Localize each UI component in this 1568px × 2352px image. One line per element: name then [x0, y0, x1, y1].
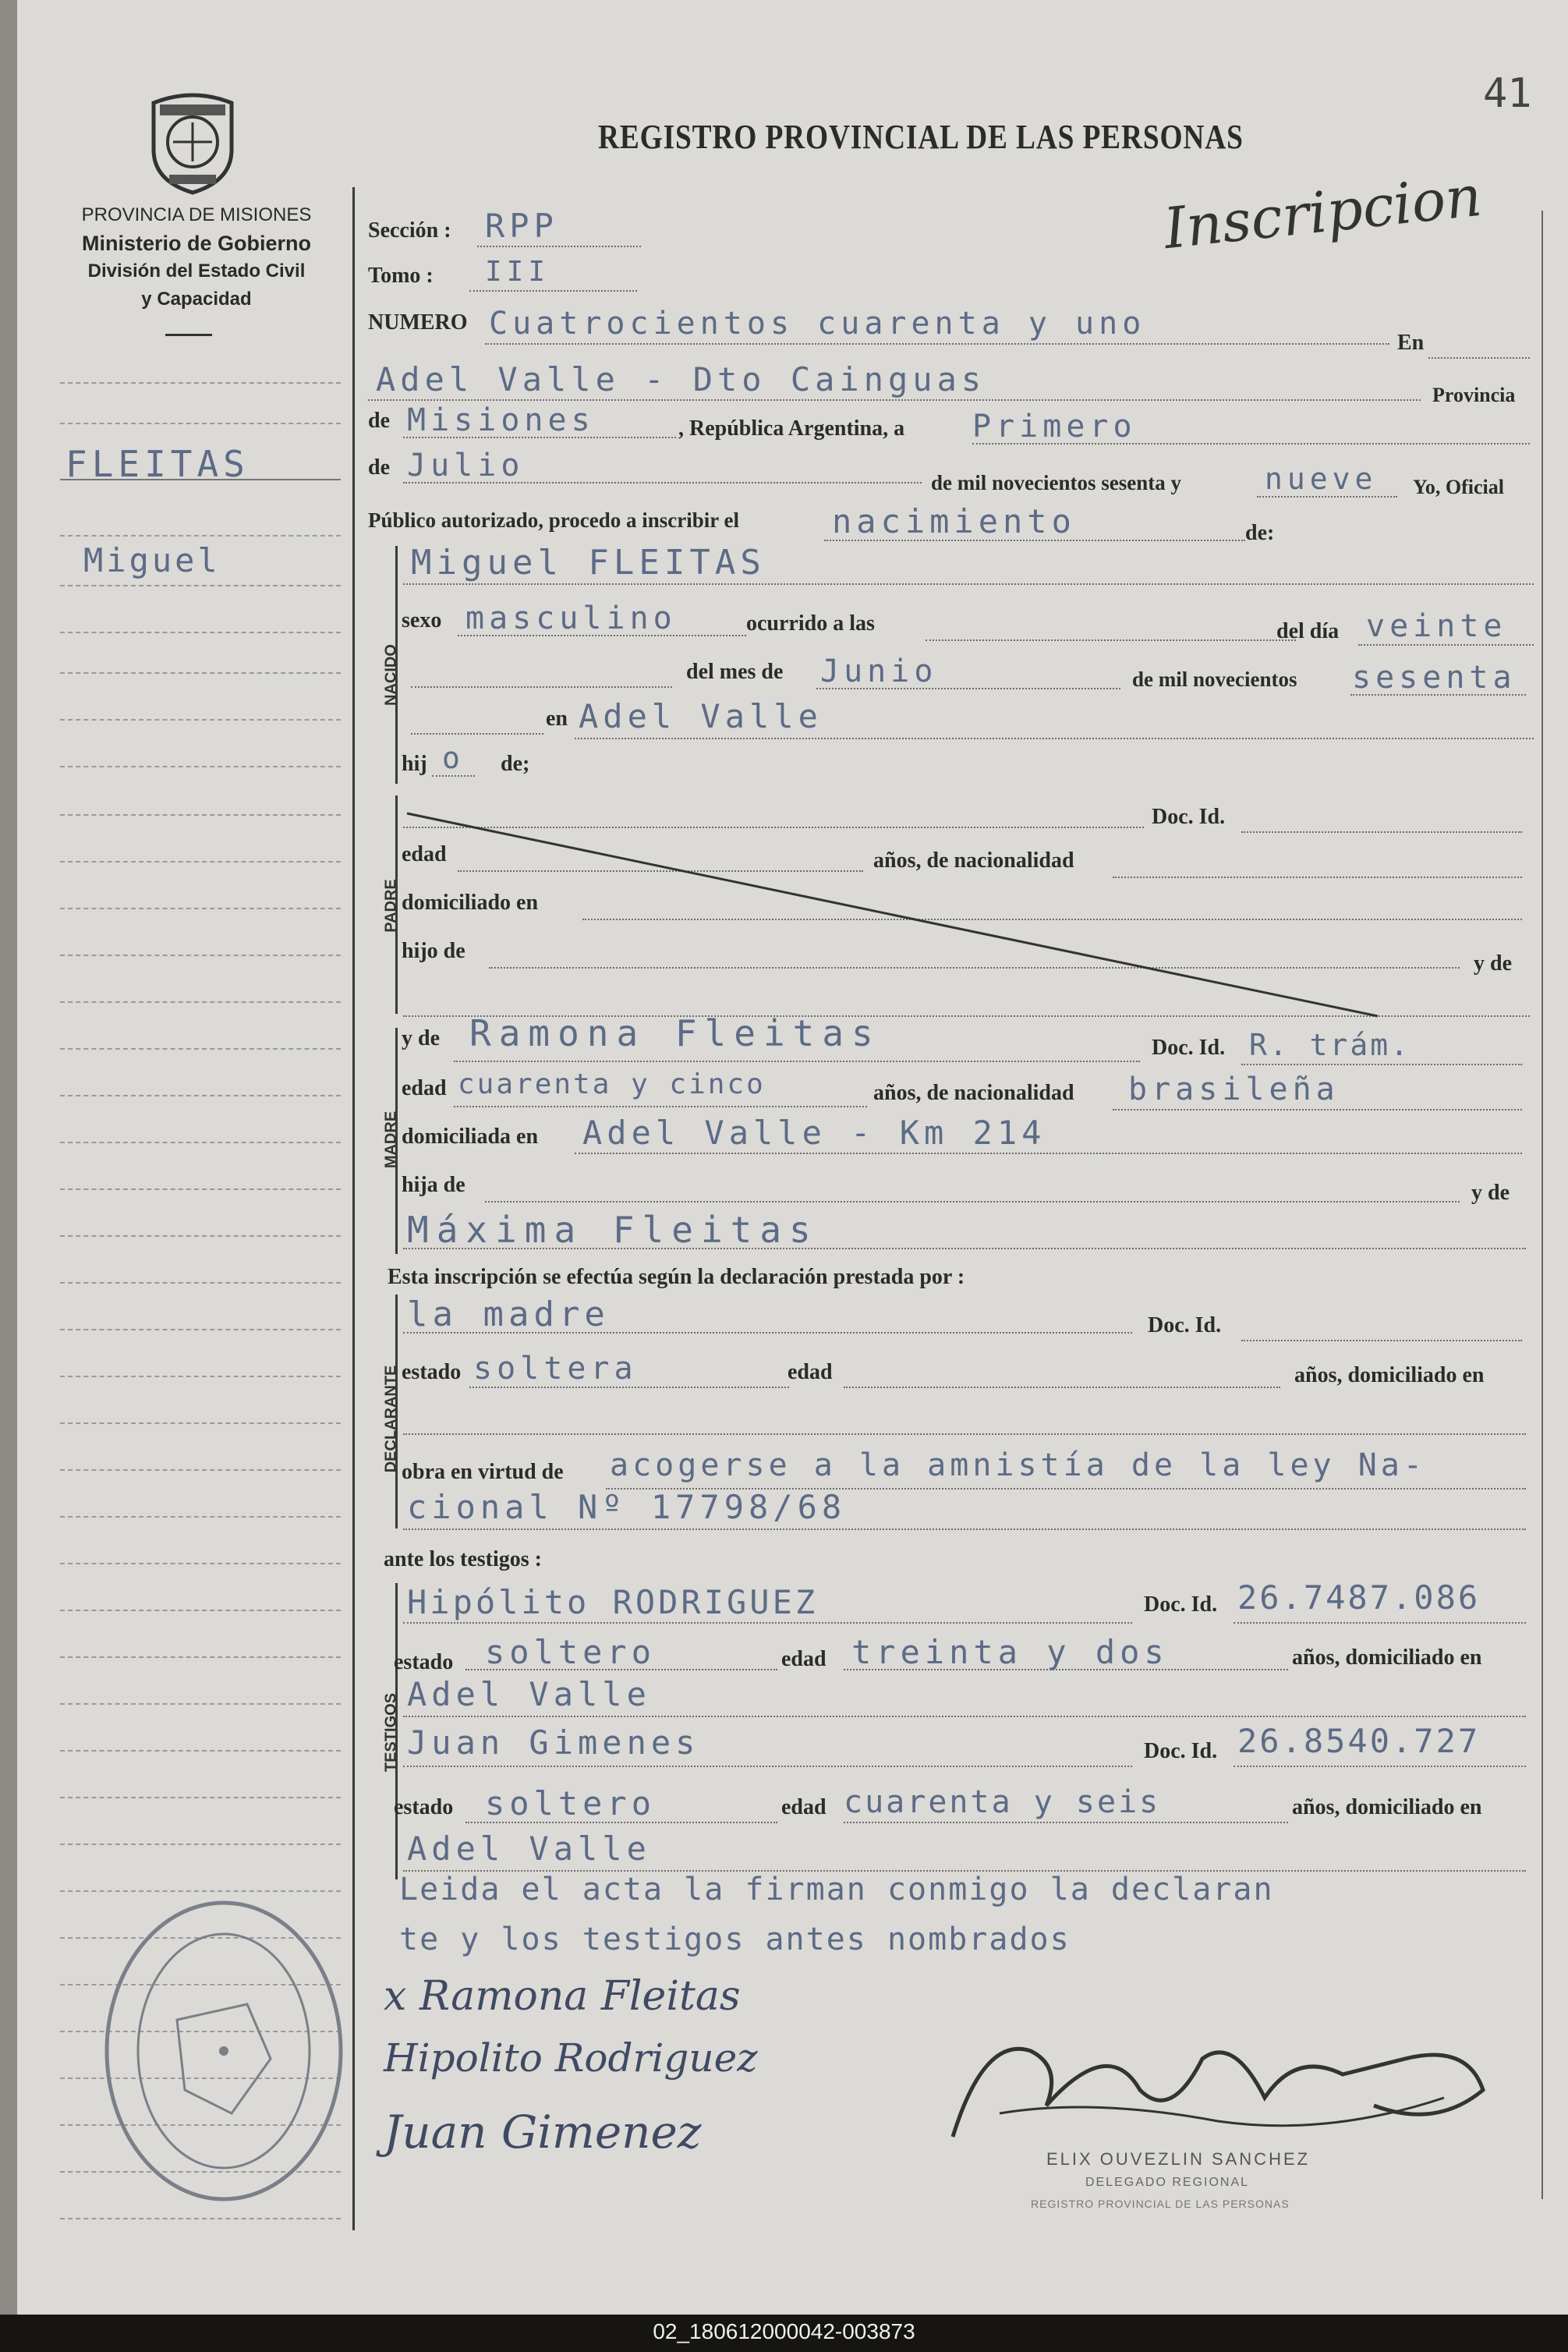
- mil-sesenta-label: de mil novecientos sesenta y: [931, 471, 1181, 494]
- de-colon-label: de:: [1245, 521, 1275, 545]
- testigo1-edad-value: treinta y dos: [851, 1633, 1169, 1671]
- madre-edad-value: cuarenta y cinco: [458, 1068, 766, 1100]
- testigo1-value: Hipólito RODRIGUEZ: [407, 1583, 819, 1621]
- testigo2-doc-value: 26.8540.727: [1237, 1722, 1481, 1760]
- testigo2-doc-label: Doc. Id.: [1144, 1739, 1218, 1763]
- oficial-role: DELEGADO REGIONAL: [1085, 2176, 1250, 2189]
- seccion-value: RPP: [485, 207, 558, 245]
- left-header-province: PROVINCIA DE MISIONES: [81, 204, 312, 225]
- testigo2-edad-label: edad: [781, 1795, 826, 1819]
- cierre-line-2: te y los testigos antes nombrados: [399, 1922, 1071, 1957]
- page-title: REGISTRO PROVINCIAL DE LAS PERSONAS: [598, 118, 1244, 156]
- sexo-value: masculino: [465, 600, 677, 636]
- ante-testigos-label: ante los testigos :: [384, 1547, 542, 1571]
- padre-strikeout-line: [403, 809, 1386, 1020]
- declarante-doc-label: Doc. Id.: [1148, 1313, 1222, 1337]
- margin-surname: FLEITAS: [65, 443, 250, 485]
- publico-label: Público autorizado, procedo a inscribir el: [368, 508, 739, 532]
- signature-testigo1: Hipolito Rodriguez: [384, 2035, 758, 2081]
- hij-label: hij: [402, 752, 427, 776]
- anio-nac-value: sesenta: [1352, 660, 1517, 696]
- del-mes-label: del mes de: [686, 660, 784, 684]
- dia-value: veinte: [1366, 608, 1507, 644]
- fecha-mes-value: Julio: [407, 448, 525, 484]
- cierre-line-1: Leida el acta la firman conmigo la declaran: [399, 1872, 1274, 1907]
- declarante-value: la madre: [407, 1295, 610, 1334]
- lugar-value: Adel Valle - Dto Cainguas: [376, 360, 986, 398]
- madre-y-de-2-label: y de: [1471, 1181, 1510, 1205]
- declarante-estado-label: estado: [402, 1360, 462, 1384]
- anio-value: nueve: [1265, 462, 1378, 496]
- declarante-edad-label: edad: [788, 1360, 833, 1384]
- mes-value: Junio: [820, 654, 938, 689]
- page-number: 41: [1483, 70, 1532, 117]
- testigo2-anos-label: años, domiciliado en: [1292, 1795, 1482, 1819]
- nacido-label: NACIDO: [382, 644, 400, 706]
- testigo1-estado-value: soltero: [485, 1633, 657, 1671]
- numero-label: NUMERO: [368, 310, 468, 335]
- provincia-label: Provincia: [1432, 384, 1516, 406]
- madre-dom-label: domiciliada en: [402, 1125, 539, 1149]
- padre-hijo-label: hijo de: [402, 939, 465, 963]
- madre-edad-label: edad: [402, 1076, 447, 1100]
- testigo2-edad-value: cuarenta y seis: [844, 1784, 1161, 1820]
- testigo1-doc-label: Doc. Id.: [1144, 1592, 1218, 1617]
- testigo1-edad-label: edad: [781, 1647, 826, 1671]
- padre-edad-label: edad: [402, 842, 447, 866]
- madre-dom-value: Adel Valle - Km 214: [582, 1114, 1046, 1152]
- declarante-label: DECLARANTE: [382, 1365, 400, 1473]
- testigo2-estado-label: estado: [394, 1795, 454, 1819]
- fecha-dia-value: Primero: [972, 409, 1137, 445]
- en-label: En: [1397, 331, 1425, 355]
- hij-value: o: [442, 741, 465, 775]
- padre-doc-label: Doc. Id.: [1152, 805, 1226, 829]
- madre-hija-label: hija de: [402, 1173, 465, 1197]
- madre-anos-label: años, de nacionalidad: [873, 1081, 1074, 1105]
- testigo2-dom-value: Adel Valle: [407, 1830, 651, 1868]
- ocurrido-label: ocurrido a las: [746, 611, 875, 636]
- madre-y-de-label: y de: [402, 1026, 440, 1050]
- madre-doc-value: R. trám.: [1249, 1028, 1411, 1062]
- testigo2-estado-value: soltero: [485, 1784, 657, 1822]
- sexo-label: sexo: [402, 608, 442, 632]
- declarante-estado-value: soltera: [473, 1351, 638, 1387]
- left-header-ministry: Ministerio de Gobierno: [81, 232, 312, 255]
- obra-value-2: cional Nº 17798/68: [407, 1488, 847, 1526]
- declarante-anos-label: años, domiciliado en: [1294, 1363, 1485, 1387]
- testigo1-doc-value: 26.7487.086: [1237, 1578, 1481, 1617]
- left-header-rule: [165, 334, 212, 336]
- left-header-division: División del Estado Civil: [87, 260, 306, 282]
- madre-nac-value: brasileña: [1128, 1072, 1340, 1107]
- province-crest-icon: [138, 87, 247, 197]
- padre-anos-label: años, de nacionalidad: [873, 848, 1074, 873]
- provincia-value: Misiones: [407, 402, 595, 438]
- declaracion-label: Esta inscripción se efectúa según la declaración prestada por :: [388, 1265, 965, 1289]
- en-lower-label: en: [546, 707, 568, 731]
- left-header-capacity: y Capacidad: [141, 289, 252, 310]
- margin-name: Miguel: [83, 541, 221, 579]
- obra-value-1: acogerse a la amnistía de la ley Na-: [610, 1447, 1426, 1483]
- acto-value: nacimiento: [832, 502, 1076, 540]
- madre-hija-de-value: Máxima Fleitas: [407, 1209, 819, 1251]
- republica-label: , República Argentina, a: [678, 416, 905, 441]
- testigo1-dom-value: Adel Valle: [407, 1675, 651, 1713]
- lugar-nac-value: Adel Valle: [579, 697, 823, 735]
- seccion-label: Sección :: [368, 218, 451, 243]
- testigo1-estado-label: estado: [394, 1650, 454, 1674]
- right-rule: [1541, 211, 1543, 2199]
- testigo1-anos-label: años, domiciliado en: [1292, 1645, 1482, 1670]
- oficial-name: ELIX OUVEZLIN SANCHEZ: [1046, 2149, 1311, 2169]
- nombre-value: Miguel FLEITAS: [411, 543, 766, 583]
- header-signature: Inscripcion: [1160, 162, 1485, 262]
- madre-doc-label: Doc. Id.: [1152, 1036, 1226, 1060]
- padre-dom-label: domiciliado en: [402, 891, 539, 915]
- yo-oficial-label: Yo, Oficial: [1413, 476, 1504, 498]
- signature-madre: x Ramona Fleitas: [384, 1973, 741, 2020]
- madre-label: MADRE: [382, 1110, 400, 1169]
- numero-value: Cuatrocientos cuarenta y uno: [489, 306, 1146, 342]
- official-seal-stamp: [91, 1887, 356, 2215]
- tomo-label: Tomo :: [368, 264, 434, 288]
- obra-label: obra en virtud de: [402, 1460, 564, 1484]
- de-label-1: de: [368, 409, 390, 433]
- madre-nombre-value: Ramona Fleitas: [469, 1012, 881, 1054]
- de-semicolon-label: de;: [501, 752, 530, 776]
- testigo2-value: Juan Gimenes: [407, 1723, 700, 1762]
- mil-novecientos-label: de mil novecientos: [1132, 668, 1297, 691]
- padre-y-de-label: y de: [1474, 951, 1512, 976]
- testigos-label: TESTIGOS: [382, 1692, 400, 1773]
- signature-testigo2: Juan Gimenez: [384, 2106, 702, 2159]
- file-id-caption: 02_180612000042-003873: [653, 2319, 915, 2343]
- padre-label: PADRE: [382, 879, 400, 933]
- oficial-org: REGISTRO PROVINCIAL DE LAS PERSONAS: [1031, 2198, 1290, 2210]
- tomo-value: III: [485, 256, 550, 288]
- de-label-2: de: [368, 455, 390, 480]
- del-dia-label: del día: [1276, 619, 1340, 643]
